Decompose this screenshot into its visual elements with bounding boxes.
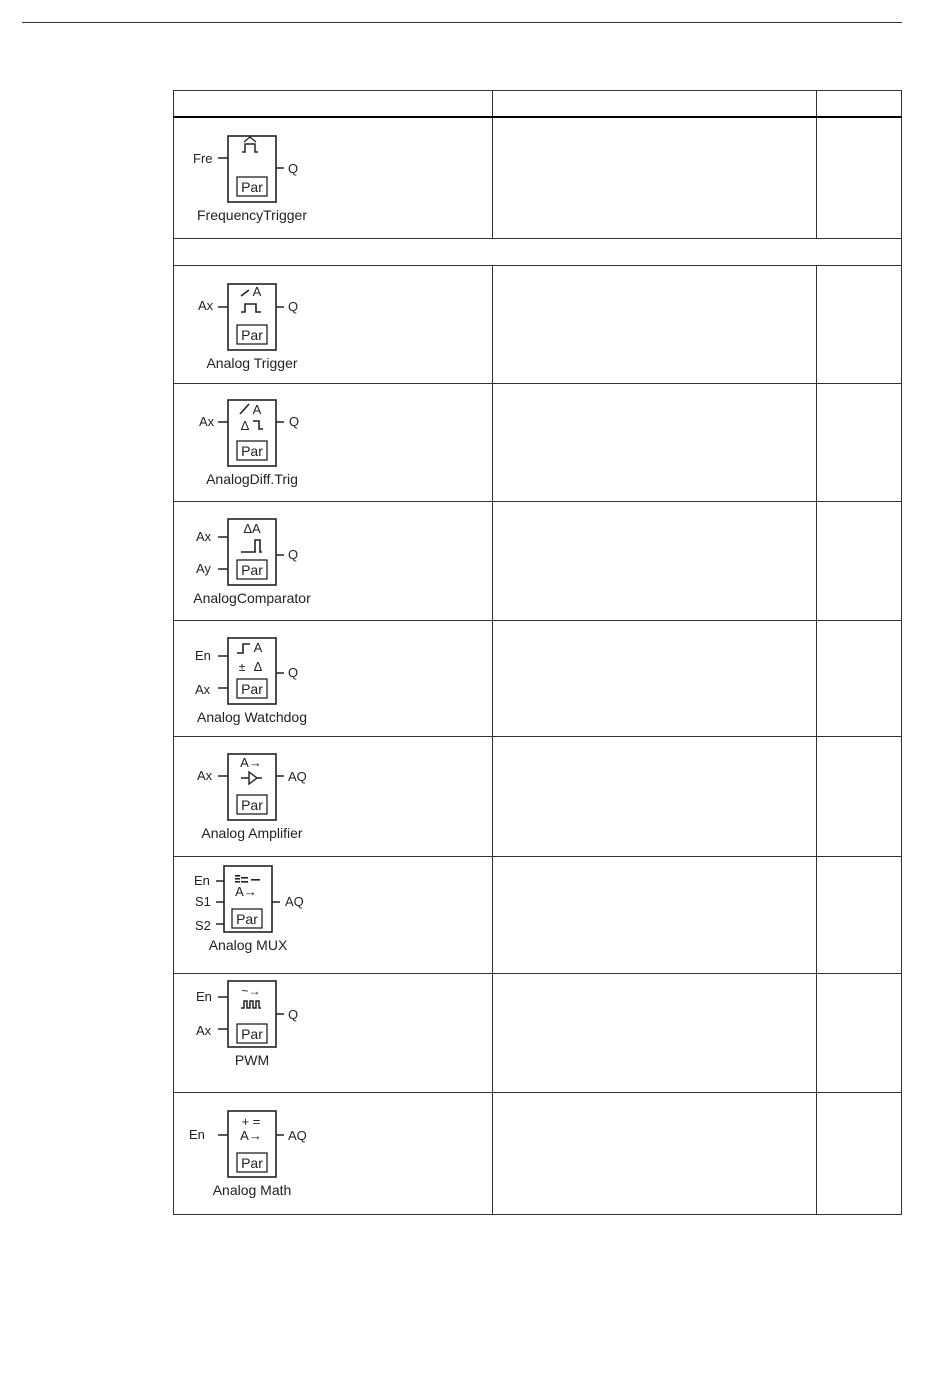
block-name: Analog Amplifier [201, 825, 303, 841]
input-label-ax: Ax [198, 298, 214, 313]
table-row [173, 384, 902, 502]
a-glyph: A [252, 284, 262, 299]
analog-mux-block [212, 865, 282, 935]
block-symbol-cell [174, 737, 492, 856]
par-label: Par [236, 911, 258, 927]
block-symbol-cell [174, 502, 492, 620]
column-divider [492, 266, 493, 383]
a-arrow-glyph: A→ [240, 755, 262, 770]
par-label: Par [241, 1155, 263, 1171]
table-row [173, 266, 902, 384]
input-label-ax: Ax [197, 768, 213, 783]
output-label-q: Q [289, 414, 300, 429]
table-header-row [173, 90, 902, 118]
column-divider [816, 502, 817, 620]
page-top-rule [22, 22, 902, 23]
column-divider [816, 737, 817, 856]
output-label-q: Q [288, 161, 299, 176]
column-divider [492, 857, 493, 973]
par-label: Par [241, 562, 263, 578]
column-divider [492, 974, 493, 1092]
par-label: Par [241, 443, 263, 459]
par-label: Par [241, 179, 263, 195]
a-glyph: A [253, 640, 263, 655]
analog-trigger-block [216, 283, 286, 353]
table-row [173, 737, 902, 857]
tilde-arrow-glyph: ~→ [241, 984, 261, 998]
plus-minus-glyph: ± [238, 660, 246, 674]
analog-watchdog-block [216, 637, 286, 707]
par-label: Par [241, 1026, 263, 1042]
delta-a-glyph: ΔA [243, 521, 261, 536]
output-label-q: Q [288, 547, 299, 562]
plus-equals-glyph: + = [241, 1114, 261, 1129]
table-row [173, 502, 902, 621]
block-symbol-cell [174, 1093, 492, 1214]
input-label-ax: Ax [196, 1023, 212, 1038]
table-row [173, 974, 902, 1093]
block-symbol-cell [174, 621, 492, 736]
column-divider [816, 266, 817, 383]
output-label-aq: AQ [285, 894, 304, 909]
block-symbol-cell [174, 118, 492, 238]
input-label-s1: S1 [195, 894, 211, 909]
output-label-aq: AQ [288, 769, 307, 784]
input-label-ax: Ax [196, 529, 212, 544]
analog-amplifier-block [216, 753, 286, 823]
column-divider [816, 621, 817, 736]
pwm-block [216, 980, 286, 1050]
a-arrow-glyph: A→ [235, 884, 257, 899]
column-divider [492, 737, 493, 856]
block-symbol-cell [174, 266, 492, 383]
par-label: Par [241, 681, 263, 697]
block-name: PWM [234, 1052, 270, 1068]
output-label-aq: AQ [288, 1128, 307, 1143]
column-divider [492, 502, 493, 620]
par-label: Par [241, 327, 263, 343]
column-divider [492, 91, 493, 116]
block-name: Analog Trigger [206, 355, 298, 371]
table-row [173, 1093, 902, 1215]
frequency-trigger-block [216, 135, 286, 205]
a-glyph: A [252, 402, 262, 417]
table-row [173, 621, 902, 737]
block-symbol-cell [174, 384, 492, 501]
block-name: Analog Watchdog [197, 709, 307, 725]
column-divider [816, 384, 817, 501]
output-label-q: Q [288, 665, 299, 680]
analog-math-block [216, 1110, 286, 1180]
block-name: Analog MUX [208, 937, 288, 953]
input-label-s2: S2 [195, 918, 211, 933]
output-label-q: Q [288, 299, 299, 314]
block-symbol-cell [174, 974, 492, 1092]
input-label-en: En [189, 1127, 205, 1142]
block-name: Analog Math [212, 1182, 292, 1198]
input-label-ax: Ax [195, 682, 211, 697]
column-divider [492, 118, 493, 238]
column-divider [816, 974, 817, 1092]
par-label: Par [241, 797, 263, 813]
column-divider [816, 118, 817, 238]
delta-glyph: Δ [240, 418, 250, 433]
input-label-ay: Ay [196, 561, 211, 576]
input-label-en: En [194, 873, 210, 888]
block-name: FrequencyTrigger [197, 207, 307, 223]
input-label-en: En [195, 648, 211, 663]
column-divider [816, 91, 817, 116]
input-label-ax: Ax [199, 414, 215, 429]
column-divider [816, 1093, 817, 1214]
delta-glyph: Δ [253, 659, 263, 674]
analog-diff-trigger-block [216, 399, 286, 469]
analog-comparator-block [216, 518, 286, 588]
table-row [173, 857, 902, 974]
column-divider [492, 621, 493, 736]
output-label-q: Q [288, 1007, 299, 1022]
column-divider [492, 384, 493, 501]
input-label-fre: Fre [193, 151, 213, 166]
table-row [173, 118, 902, 239]
block-name: AnalogComparator [193, 590, 311, 606]
analog-math-icon [240, 1114, 262, 1143]
column-divider [816, 857, 817, 973]
column-divider [492, 1093, 493, 1214]
block-symbol-cell [174, 857, 492, 973]
table-group-row [173, 239, 902, 266]
a-arrow-glyph: A→ [240, 1128, 262, 1143]
block-name: AnalogDiff.Trig [206, 471, 298, 487]
input-label-en: En [196, 989, 212, 1004]
